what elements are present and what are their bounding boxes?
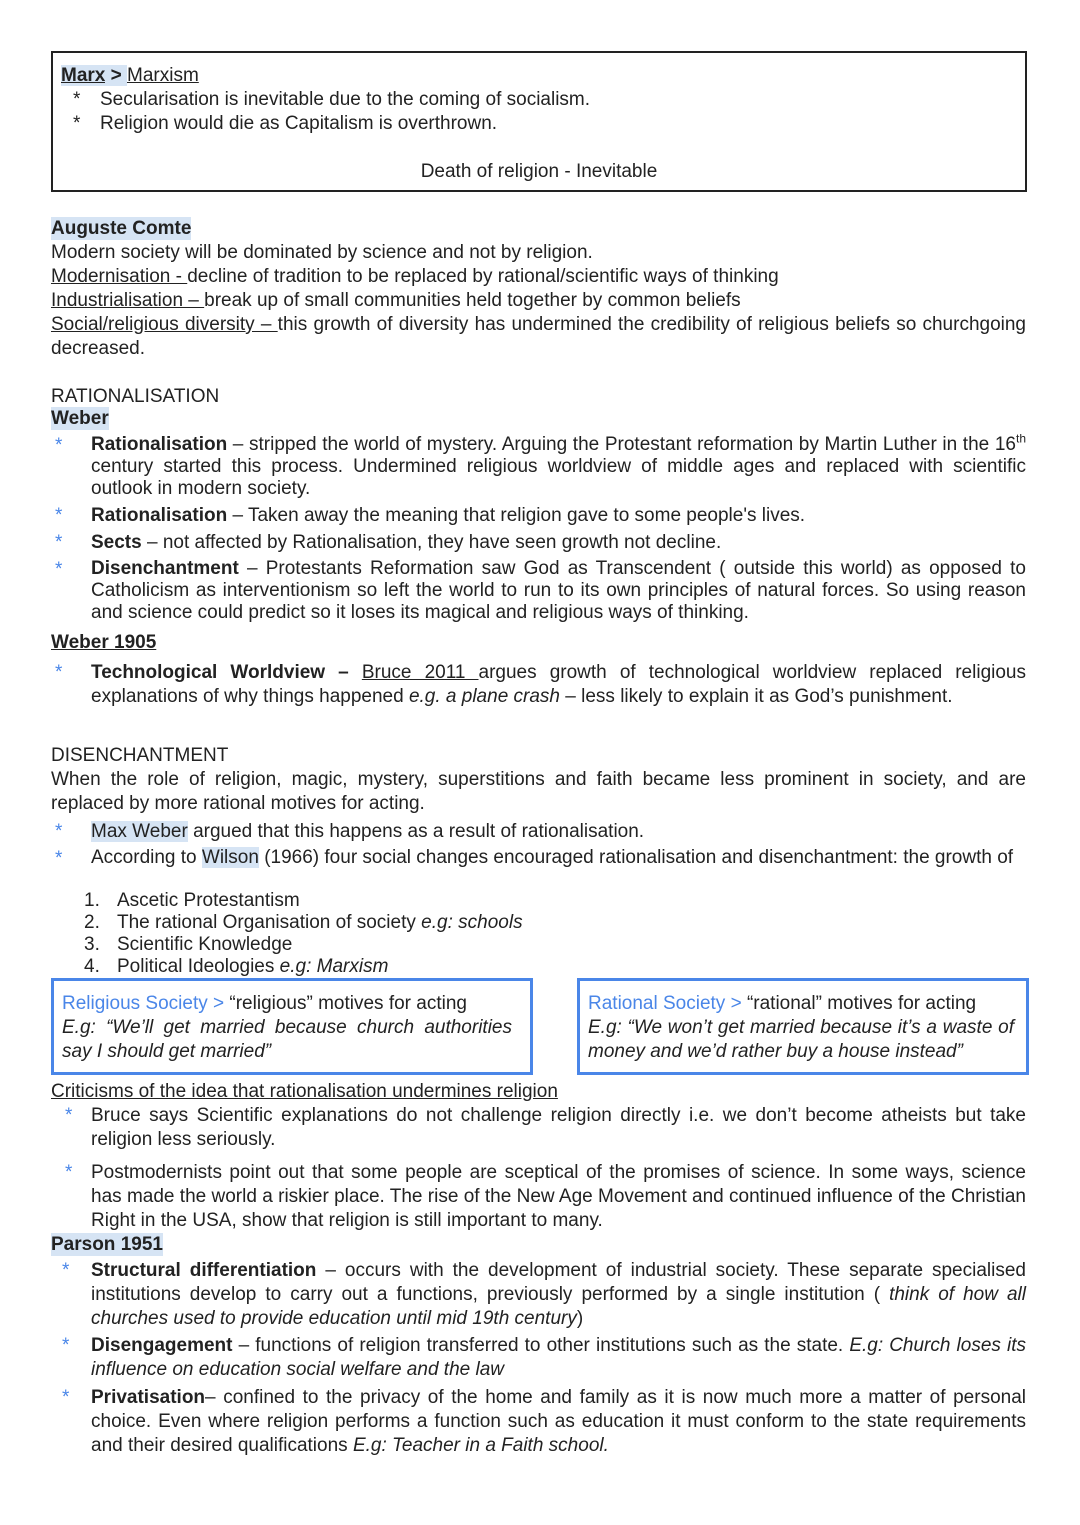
bullet-star-icon: * <box>55 662 63 683</box>
bullet-star-icon: * <box>55 821 63 842</box>
bullet-star-icon: * <box>55 435 63 456</box>
bullet-star-icon: * <box>73 113 81 134</box>
bullet-star-icon: * <box>55 848 63 869</box>
marx-summary: Death of religion - Inevitable <box>420 161 658 182</box>
rational-society-box <box>577 978 1029 1075</box>
comte-point: Social/religious diversity – this growth of diversity has undermined the credibility of religious beliefs so churchgoing decreased. <box>51 314 1026 359</box>
bullet-star-icon: * <box>65 1162 73 1183</box>
bullet-star-icon: * <box>55 505 63 526</box>
rationalisation-item: Rationalisation – stripped the world of mystery. Arguing the Protestant reformation by Martin Luther in the 16th century started this process. Undermined religious worldview of middle ages and replaced with scientific outlook in modern society. <box>91 431 1026 499</box>
disenchantment-item: According to Wilson (1966) four social changes encouraged rationalisation and disenchantment: the growth of <box>91 847 1014 868</box>
disenchantment-section-title: DISENCHANTMENT <box>51 745 229 766</box>
criticism-item: Postmodernists point out that some people are sceptical of the promises of science. In some ways, science has made the world a riskier place. The rise of the New Age Movement and continued influence of the Christian Right in the USA, show that religion is still important to many. <box>91 1162 1026 1231</box>
bullet-star-icon: * <box>55 559 63 580</box>
comte-intro: Modern society will be dominated by science and not by religion. <box>51 242 593 263</box>
comte-point: Industrialisation – break up of small communities held together by common beliefs <box>51 290 741 311</box>
criticism-item: Bruce says Scientific explanations do not challenge religion directly i.e. we don’t become atheists but take religion less seriously. <box>91 1105 1026 1150</box>
marx-box <box>51 51 1027 192</box>
list-item: 4. Political Ideologies e.g: Marxism <box>84 956 389 977</box>
disenchantment-item: Max Weber argued that this happens as a result of rationalisation. <box>91 821 645 842</box>
comte-point: Modernisation - decline of tradition to be replaced by rational/scientific ways of thinking <box>51 266 779 287</box>
bullet-star-icon: * <box>62 1335 70 1356</box>
technological-worldview-item: Technological Worldview – Bruce 2011 argues growth of technological worldview replaced religious explanations of why things happened e.g. a plane crash – less likely to explain it as God’s punishment. <box>91 662 1026 707</box>
bullet-star-icon: * <box>62 1260 70 1281</box>
rationalisation-section-title: RATIONALISATION <box>51 386 220 407</box>
parsons-item: Disengagement – functions of religion transferred to other institutions such as the state. E.g: Church loses its influence on education social welfare and the law <box>91 1335 1026 1380</box>
list-item: 2. The rational Organisation of society e.g: schools <box>84 912 523 933</box>
weber-heading: Weber <box>51 408 109 429</box>
parsons-item: Structural differentiation – occurs with the development of industrial society. These separate specialised institutions develop to carry out a functions, previously performed by a single institution ( think of how all churches used to provide education until mid 19th century) <box>91 1260 1027 1329</box>
rationalisation-item: Rationalisation – Taken away the meaning that religion gave to some people's lives. <box>91 505 806 526</box>
marx-bullet: Religion would die as Capitalism is overthrown. <box>100 113 498 134</box>
rationalisation-item: Sects – not affected by Rationalisation, they have seen growth not decline. <box>91 532 722 553</box>
parsons-item: Privatisation– confined to the privacy of the home and family as it is now much more a matter of personal choice. Even where religion performs a function such as education it must conform to the state requirements and their desired qualifications E.g: Teacher in a Faith school. <box>91 1387 1026 1456</box>
rational-society-example: E.g: “We won’t get married because it’s a waste of money and we’d rather buy a house instead” <box>588 1017 1014 1062</box>
marx-heading: Marx > Marxism <box>61 65 199 86</box>
list-item: 3. Scientific Knowledge <box>84 934 293 955</box>
religious-society-box <box>51 978 533 1075</box>
rational-society-line: Rational Society > “rational” motives for acting <box>588 993 977 1014</box>
list-item: 1. Ascetic Protestantism <box>84 890 300 911</box>
marx-bullet: Secularisation is inevitable due to the coming of socialism. <box>100 89 591 110</box>
parsons-heading: Parson 1951 <box>51 1234 163 1255</box>
bullet-star-icon: * <box>65 1105 73 1126</box>
bullet-star-icon: * <box>55 532 63 553</box>
disenchantment-intro: When the role of religion, magic, mystery, superstitions and faith became less prominent in society, and are replaced by more rational motives for acting. <box>51 769 1026 814</box>
weber-1905-heading: Weber 1905 <box>51 632 157 653</box>
comte-heading: Auguste Comte <box>51 218 192 239</box>
criticisms-heading: Criticisms of the idea that rationalisation undermines religion <box>51 1081 558 1102</box>
bullet-star-icon: * <box>73 89 81 110</box>
rationalisation-item: Disenchantment – Protestants Reformation saw God as Transcendent ( outside this world) as opposed to Catholicism as interventionism so left the world to run to its own principles of natural forces. So using reason and science could predict so it loses its magical and religious ways of thinking. <box>91 558 1026 623</box>
bullet-star-icon: * <box>62 1387 70 1408</box>
religious-society-line: Religious Society > “religious” motives for acting <box>62 993 467 1014</box>
religious-society-example: E.g: “We’ll get married because church authorities say I should get married” <box>62 1017 512 1062</box>
wilson-list <box>84 890 523 978</box>
